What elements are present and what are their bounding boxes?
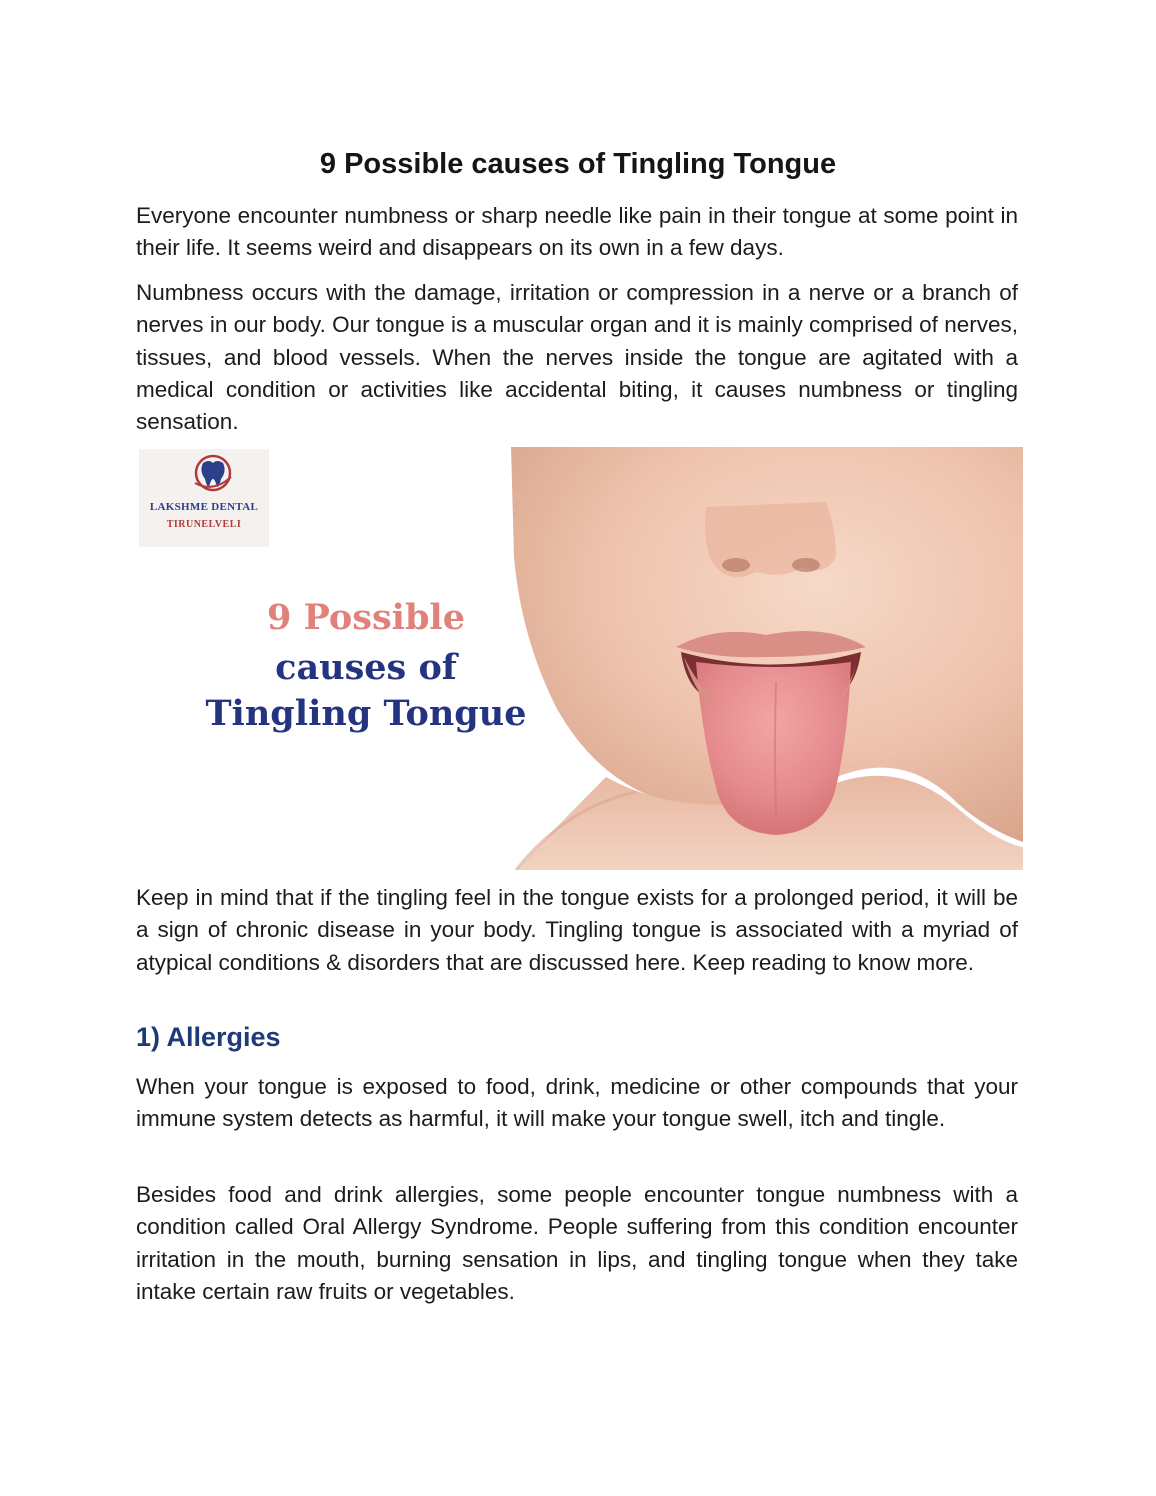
banner-title-line-1: 9 Possible bbox=[266, 597, 465, 638]
logo-name: LAKSHME DENTAL bbox=[149, 501, 259, 513]
section-heading-allergies: 1) Allergies bbox=[136, 1022, 281, 1052]
page-title: 9 Possible causes of Tingling Tongue bbox=[319, 148, 837, 180]
logo bbox=[139, 449, 269, 547]
logo-location: TIRUNELVELI bbox=[166, 519, 242, 530]
tooth-logo-icon bbox=[139, 449, 269, 499]
banner-title-line-3: Tingling Tongue bbox=[205, 693, 527, 734]
banner-title-line-2: causes of bbox=[275, 647, 457, 688]
allergies-paragraph-1: When your tongue is exposed to food, drink, medicine or other compounds that your immune system detects as harmful, it will make your tongue swell, itch and tingle. bbox=[136, 1074, 1018, 1132]
intro-paragraph-1: Everyone encounter numbness or sharp needle like pain in their tongue at some point in their life. It seems weird and disappears on its own in a few days. bbox=[136, 203, 1018, 261]
banner-image bbox=[136, 447, 1023, 870]
allergies-paragraph-2: Besides food and drink allergies, some people encounter tongue numbness with a condition called Oral Allergy Syndrome. People suffering from this condition encounter irritation in the mouth, burning sensation in lips, and tingling tongue when they take intake certain raw fruits or vegetables. bbox=[136, 1182, 1018, 1304]
intro-paragraph-2: Numbness occurs with the damage, irritation or compression in a nerve or a branch of nerves in our body. Our tongue is a muscular organ and it is mainly comprised of nerves, tissues, and blood vessels. When the nerves inside the tongue are agitated with a medical condition or activities like accidental biting, it causes numbness or tingling sensation. bbox=[136, 280, 1018, 435]
after-banner-paragraph: Keep in mind that if the tingling feel in the tongue exists for a prolonged period, it will be a sign of chronic disease in your body. Tingling tongue is associated with a myriad of atypical conditions & disorders that are discussed here. Keep reading to know more. bbox=[136, 885, 1018, 975]
